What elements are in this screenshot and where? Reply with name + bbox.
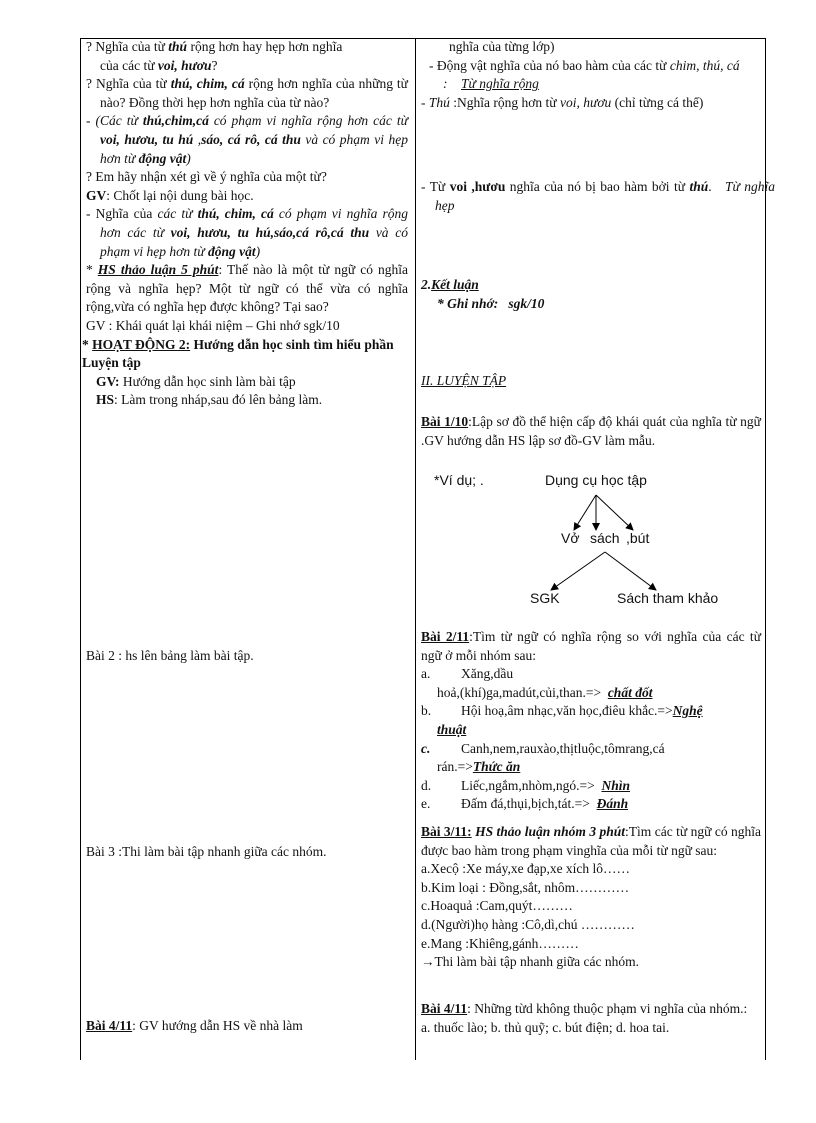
example-label: *Ví dụ; . xyxy=(434,472,484,488)
content-table xyxy=(80,38,775,1060)
answer-1: - (Các từ thú,chim,cá có phạm vi nghĩa rộng hơn các từ voi, hươu, tu hú ,sáo, cá rô, cá thu và có phạm vi hẹp hơn từ động vật) xyxy=(86,113,408,166)
practice-heading: II. LUYỆN TẬP xyxy=(421,373,507,388)
exercise-2 xyxy=(421,628,761,814)
exercise-3-b: b.Kim loại : Đồng,sắt, nhôm………… xyxy=(421,879,630,895)
exercise-4-prompt: Bài 4/11: Những từd không thuộc phạm vi nghĩa của nhóm.: xyxy=(421,1001,748,1016)
exercise-2-prompt: Bài 2/11:Tìm từ ngữ có nghĩa rộng so với nghĩa của các từ ngữ ở mỗi nhóm sau: xyxy=(421,629,762,663)
node-vo: Vở xyxy=(561,530,580,546)
arrow-to-sgk xyxy=(551,552,605,590)
right-line-1: nghĩa của từng lớp) xyxy=(449,39,555,54)
summary-1: - Nghĩa của các từ thú, chim, cá có phạm vi nghĩa rộng hơn các từ voi, hươu, tu hú,sáo,cá rô,cá thu và có phạm vi hẹp hơn từ động vật) xyxy=(86,206,408,259)
arrow-to-but xyxy=(596,495,633,530)
exercise-2-a-cont: hoả,(khí)ga,madút,củi,than.=> chất đốt xyxy=(437,684,653,700)
left-bai-4: Bài 4/11: GV hướng dẫn HS về nhà làm xyxy=(86,1018,303,1033)
right-column xyxy=(421,38,761,112)
exercise-2-c-cont: rán.=>Thức ăn xyxy=(437,759,521,775)
node-sach: sách xyxy=(590,530,620,546)
right-broad-meaning: - Động vật nghĩa của nó bao hàm của các từ chim, thú, cá : Từ nghĩa rộng xyxy=(429,57,740,92)
question-1: ? Nghĩa của từ thú rộng hơn hay hẹp hơn nghĩa của các từ voi, hươu? xyxy=(86,39,343,73)
activity-2-heading: * HOẠT ĐỘNG 2: Hướng dẫn học sinh tìm hiểu phần Luyện tập xyxy=(82,336,394,371)
exercise-2-d: d. Liếc,ngắm,nhòm,ngó.=> Nhìn xyxy=(421,777,630,793)
right-narrow-meaning: - Từ voi ,hươu nghĩa của nó bị bao hàm bởi từ thú. Từ nghĩa hẹp xyxy=(421,179,775,213)
node-sgk: SGK xyxy=(530,590,560,606)
question-2: ? Nghĩa của từ thú, chim, cá rộng hơn nghĩa của những từ nào? Đồng thời hẹp hơn nghĩa của từ nào? xyxy=(86,76,408,110)
exercise-2-b: b. Hội hoạ,âm nhạc,văn học,điêu khắc.=>Nghệ xyxy=(421,703,703,719)
gv-summary: GV : Khái quát lại khái niệm – Ghi nhớ sgk/10 xyxy=(86,317,340,333)
node-but: ,bút xyxy=(626,530,650,546)
hs-discussion: * HS thảo luận 5 phút: Thế nào là một từ ngữ có nghĩa rộng và nghĩa hẹp? Một từ ngữ có thể vừa có nghĩa rộng,vừa có nghĩa hẹp được không? Tại sao? xyxy=(86,262,408,315)
left-bai-2: Bài 2 : hs lên bảng làm bài tập. xyxy=(86,648,254,663)
question-3: ? Em hãy nhận xét gì về ý nghĩa của một từ? xyxy=(86,169,327,185)
node-root: Dụng cụ học tập xyxy=(545,472,647,488)
conclusion-heading: 2.Kết luận xyxy=(421,277,479,292)
node-sach-tham-khao: Sách tham khảo xyxy=(617,590,719,606)
exercise-4-options: a. thuốc lào; b. thủ quỹ; c. bút điện; d. hoa tai. xyxy=(421,1019,670,1035)
gv-conclusion: GV: Chốt lại nội dung bài học. xyxy=(86,187,254,203)
exercise-1: Bài 1/10:Lập sơ đồ thể hiện cấp độ khái quát của nghĩa từ ngữ .GV hướng dẫn HS lập sơ đồ-GV làm mẫu. xyxy=(421,414,761,448)
left-bai-3: Bài 3 :Thi làm bài tập nhanh giữa các nhóm. xyxy=(86,844,327,859)
memo-line: * Ghi nhớ: sgk/10 xyxy=(437,296,545,311)
exercise-4 xyxy=(421,1000,761,1037)
exercise-3-c: c.Hoaquả :Cam,quýt……… xyxy=(421,898,573,914)
hs-work: HS: Làm trong nháp,sau đó lên bảng làm. xyxy=(96,392,323,408)
gv-guide: GV: Hướng dẫn học sinh làm bài tập xyxy=(96,373,296,389)
exercise-3-note: →Thi làm bài tập nhanh giữa các nhóm. xyxy=(421,954,640,970)
exercise-2-c: c. Canh,nem,rauxào,thịtluộc,tômrang,cá xyxy=(421,740,665,756)
table-left-border xyxy=(80,38,81,1060)
exercise-3-a: a.Xecộ :Xe máy,xe đạp,xe xích lô…… xyxy=(421,861,631,877)
left-column xyxy=(82,38,408,410)
hierarchy-diagram xyxy=(421,470,761,620)
diagram-arrows xyxy=(421,470,761,620)
arrow-to-vo xyxy=(574,495,596,530)
exercise-2-a: a. Xăng,dầu xyxy=(421,666,514,682)
exercise-3-e: e.Mang :Khiêng,gánh……… xyxy=(421,935,579,951)
exercise-2-b-cont: thuật xyxy=(437,721,467,737)
right-thu-meaning: - Thú :Nghĩa rộng hơn từ voi, hươu (chỉ từng cá thể) xyxy=(421,94,704,110)
exercise-3-prompt: Bài 3/11: HS thảo luận nhóm 3 phút:Tìm các từ ngữ có nghĩa được bao hàm trong phạm vinghĩa của mỗi từ ngữ sau: xyxy=(421,824,761,858)
exercise-2-e: e. Đấm đá,thụi,bịch,tát.=> Đánh xyxy=(421,796,629,812)
exercise-3 xyxy=(421,823,761,972)
table-column-divider xyxy=(415,38,416,1060)
arrow-to-stk xyxy=(605,552,656,590)
exercise-3-d: d.(Người)họ hàng :Cô,dì,chú ………… xyxy=(421,916,635,932)
